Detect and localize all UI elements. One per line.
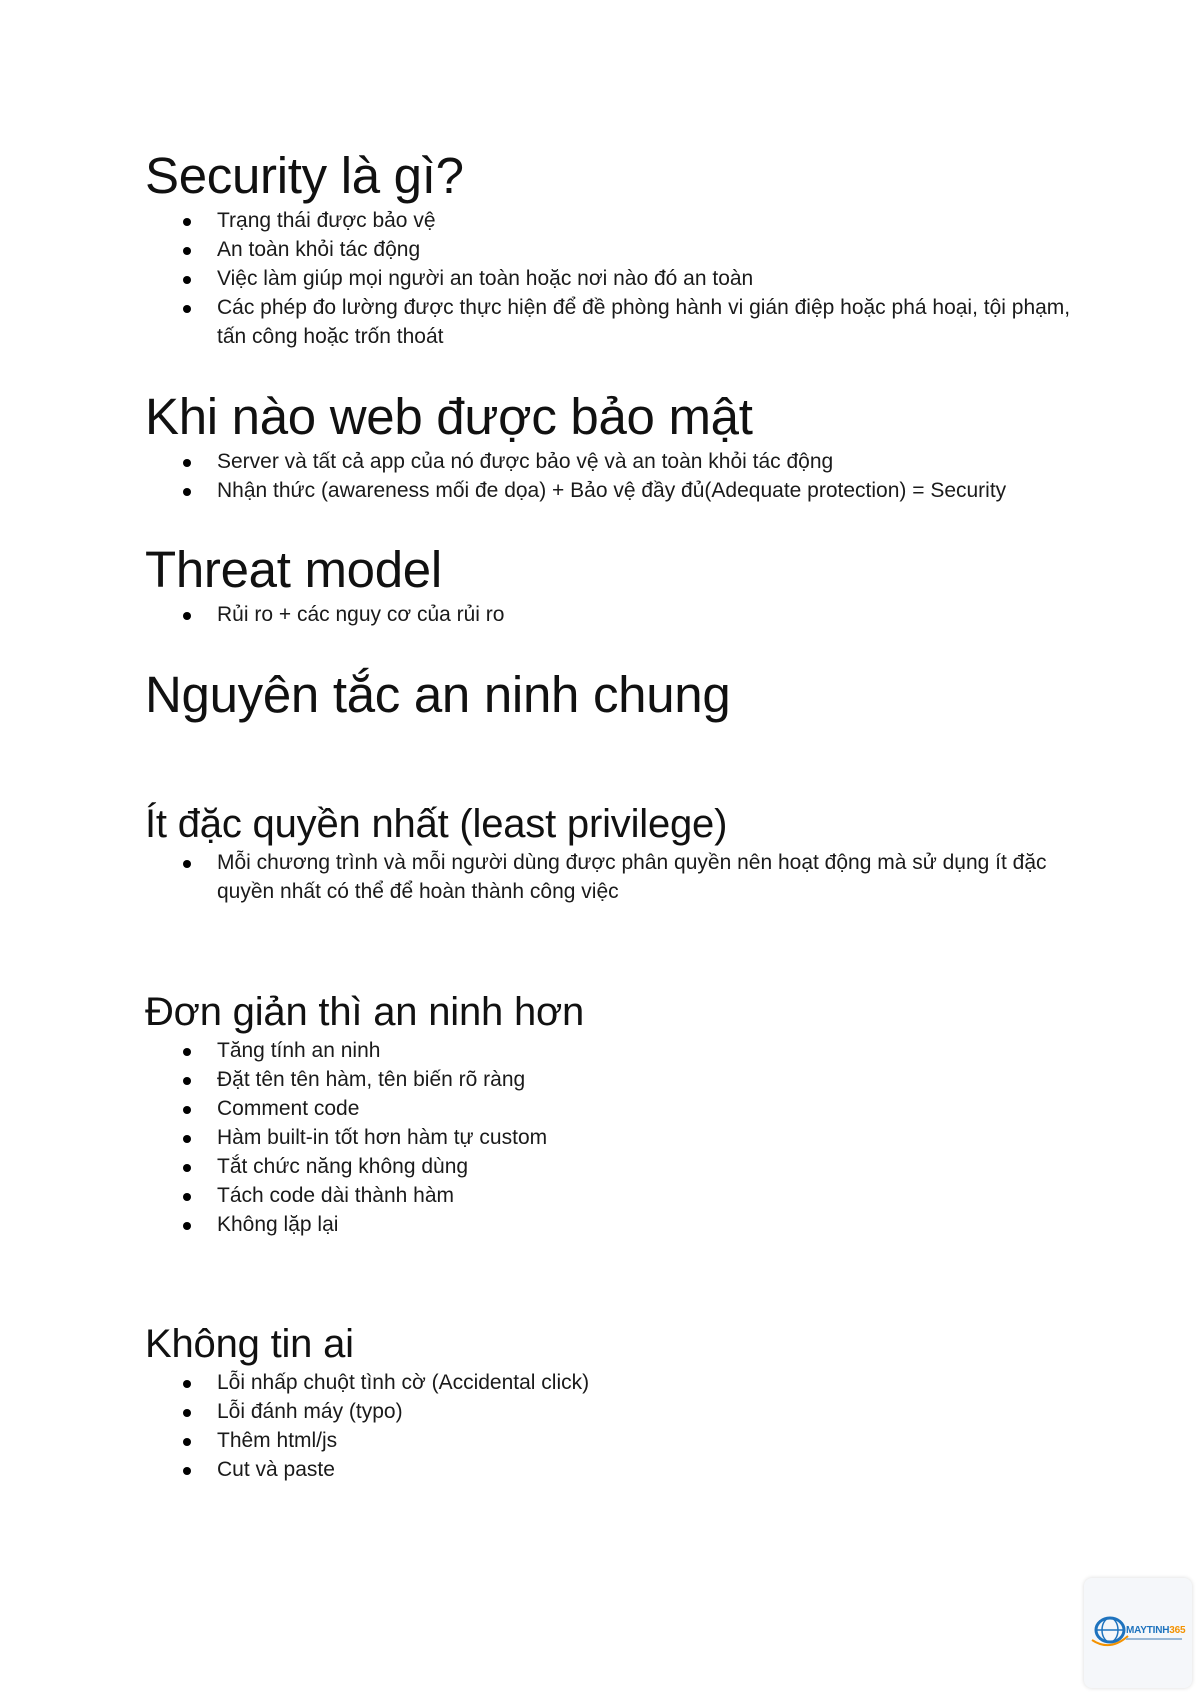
list-item: Comment code [145,1094,1075,1123]
list-item: Trạng thái được bảo vệ [145,206,1075,235]
list-item: Tắt chức năng không dùng [145,1152,1075,1181]
bullet-icon [183,1409,191,1417]
list-item: Các phép đo lường được thực hiện để đề phòng hành vi gián điệp hoặc phá hoại, tội phạm, tấn công hoặc trốn thoát [145,293,1075,351]
section-security [145,146,1075,351]
bullet-icon [183,1164,191,1172]
section-threat-model [145,540,1075,629]
section-web-security [145,387,1075,505]
bullet-icon [183,218,191,226]
bullet-icon [183,1222,191,1230]
bullet-icon [183,1077,191,1085]
list-item: An toàn khỏi tác động [145,235,1075,264]
bullet-icon [183,1380,191,1388]
list-item: Mỗi chương trình và mỗi người dùng được phân quyền nên hoạt động mà sử dụng ít đặc quyền nhất có thể để hoàn thành công việc [145,848,1075,906]
section-least-privilege [145,800,1075,906]
bullet-icon [183,1048,191,1056]
heading-trust-no-one: Không tin ai [145,1322,354,1366]
heading-simplicity: Đơn giản thì an ninh hơn [145,990,585,1034]
heading-least-privilege: Ít đặc quyền nhất (least privilege) [145,802,728,846]
bullet-icon [183,247,191,255]
list-item: Lỗi nhấp chuột tình cờ (Accidental click) [145,1368,1075,1397]
list-item: Đặt tên tên hàm, tên biến rõ ràng [145,1065,1075,1094]
list-least-privilege [145,848,1075,906]
list-item: Không lặp lại [145,1210,1075,1239]
heading-general-principles: Nguyên tắc an ninh chung [145,666,731,723]
list-item: Rủi ro + các nguy cơ của rủi ro [145,600,1075,629]
bullet-icon [183,1193,191,1201]
list-security [145,206,1075,351]
bullet-icon [183,1467,191,1475]
bullet-icon [183,305,191,313]
bullet-icon [183,612,191,620]
heading-web-security: Khi nào web được bảo mật [145,388,753,445]
list-item: Cut và paste [145,1455,1075,1484]
maytinh365-logo [1084,1578,1192,1688]
logo-tagline-line [1126,1638,1182,1640]
list-item: Hàm built-in tốt hơn hàm tự custom [145,1123,1075,1152]
section-simplicity [145,988,1075,1239]
list-web-security [145,447,1075,505]
list-threat-model [145,600,1075,629]
bullet-icon [183,276,191,284]
list-item: Nhận thức (awareness mối đe dọa) + Bảo vệ đầy đủ(Adequate protection) = Security [145,476,1075,505]
list-item: Server và tất cả app của nó được bảo vệ và an toàn khỏi tác động [145,447,1075,476]
list-trust-no-one [145,1368,1075,1484]
section-trust-no-one [145,1320,1075,1484]
bullet-icon [183,1438,191,1446]
list-simplicity [145,1036,1075,1239]
list-item: Tăng tính an ninh [145,1036,1075,1065]
bullet-icon [183,1106,191,1114]
list-item: Lỗi đánh máy (typo) [145,1397,1075,1426]
logo-wordmark: MAYTINH365 [1126,1625,1186,1636]
list-item: Thêm html/js [145,1426,1075,1455]
section-general-principles [145,665,1075,725]
bullet-icon [183,488,191,496]
list-item: Tách code dài thành hàm [145,1181,1075,1210]
bullet-icon [183,459,191,467]
bullet-icon [183,1135,191,1143]
list-item: Việc làm giúp mọi người an toàn hoặc nơi nào đó an toàn [145,264,1075,293]
bullet-icon [183,860,191,868]
heading-security: Security là gì? [145,147,464,204]
heading-threat-model: Threat model [145,541,442,598]
